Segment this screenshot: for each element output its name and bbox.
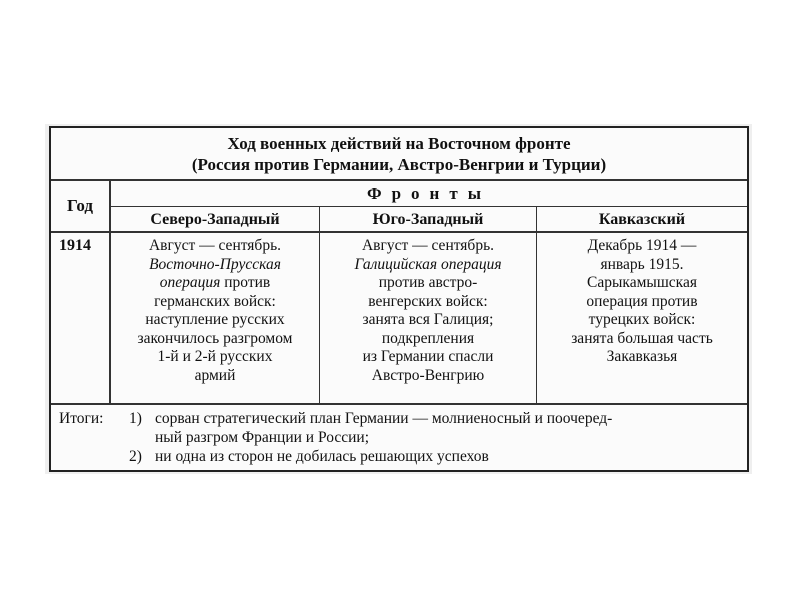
sw-line: венгерских войск: xyxy=(368,292,488,310)
results-item-1-cont xyxy=(59,428,747,447)
nw-line xyxy=(111,274,319,293)
cc-line: операция против xyxy=(586,292,698,310)
nw-line: 1-й и 2-й русских xyxy=(157,348,273,365)
year-cell: 1914 xyxy=(59,237,91,254)
results-item-2 xyxy=(59,447,747,466)
sw-line: Август — сентябрь. xyxy=(361,237,495,254)
results-item-1 xyxy=(59,409,747,428)
nw-line: закончилось разгромом xyxy=(137,329,293,347)
title-line-1: Ход военных действий на Восточном фронте xyxy=(227,134,571,153)
nw-against: против xyxy=(220,274,271,291)
results-text-1a: сорван стратегический план Германии — молниеносный и поочеред- xyxy=(155,410,613,427)
cc-line: Закавказья xyxy=(606,348,678,365)
year-header: Год xyxy=(67,196,93,215)
sw-line: Австро-Венгрию xyxy=(371,366,485,384)
sw-line: подкрепления xyxy=(381,329,475,347)
cc-line: Сарыкамышская xyxy=(587,274,697,291)
table-title xyxy=(51,128,747,180)
results-text-2: ни одна из сторон не добилась решающих успехов xyxy=(155,448,489,465)
results-num-1: 1) xyxy=(129,410,142,427)
sw-line: занята вся Галиция; xyxy=(362,311,494,328)
nw-operation-name: Восточно-Прусская xyxy=(149,255,281,273)
results-cell xyxy=(51,404,747,470)
cc-line: Декабрь 1914 — xyxy=(587,237,697,254)
sw-operation-name: Галицийская операция xyxy=(354,255,502,273)
cc-line: занята большая часть xyxy=(571,329,713,347)
results-text-1b: ный разгром Франции и России; xyxy=(155,429,370,446)
nw-line: германских войск: xyxy=(154,292,276,310)
cc-line: январь 1915. xyxy=(600,255,684,273)
column-header-southwest: Юго-Западный xyxy=(372,211,484,228)
column-header-northwest: Северо-Западный xyxy=(150,211,280,228)
results-label: Итоги: xyxy=(59,410,104,427)
nw-line: наступление русских xyxy=(145,311,285,328)
sw-line xyxy=(320,256,536,275)
northwest-front-cell xyxy=(111,232,319,404)
nw-line: армий xyxy=(194,366,236,384)
sw-line: из Германии спасли xyxy=(362,348,494,365)
nw-operation-word: операция xyxy=(159,274,221,291)
sw-line: против австро- xyxy=(378,274,478,291)
caucasus-front-cell xyxy=(537,232,747,404)
fronts-header: Фронты xyxy=(367,184,491,203)
column-header-caucasus: Кавказский xyxy=(598,211,686,228)
title-line-2: (Россия против Германии, Австро-Венгрии и Турции) xyxy=(191,155,607,174)
southwest-front-cell xyxy=(320,232,536,404)
nw-line xyxy=(111,256,319,275)
nw-line: Август — сентябрь. xyxy=(148,237,282,254)
cc-line: турецких войск: xyxy=(588,311,696,328)
eastern-front-table xyxy=(49,126,749,472)
results-num-2: 2) xyxy=(129,448,142,465)
